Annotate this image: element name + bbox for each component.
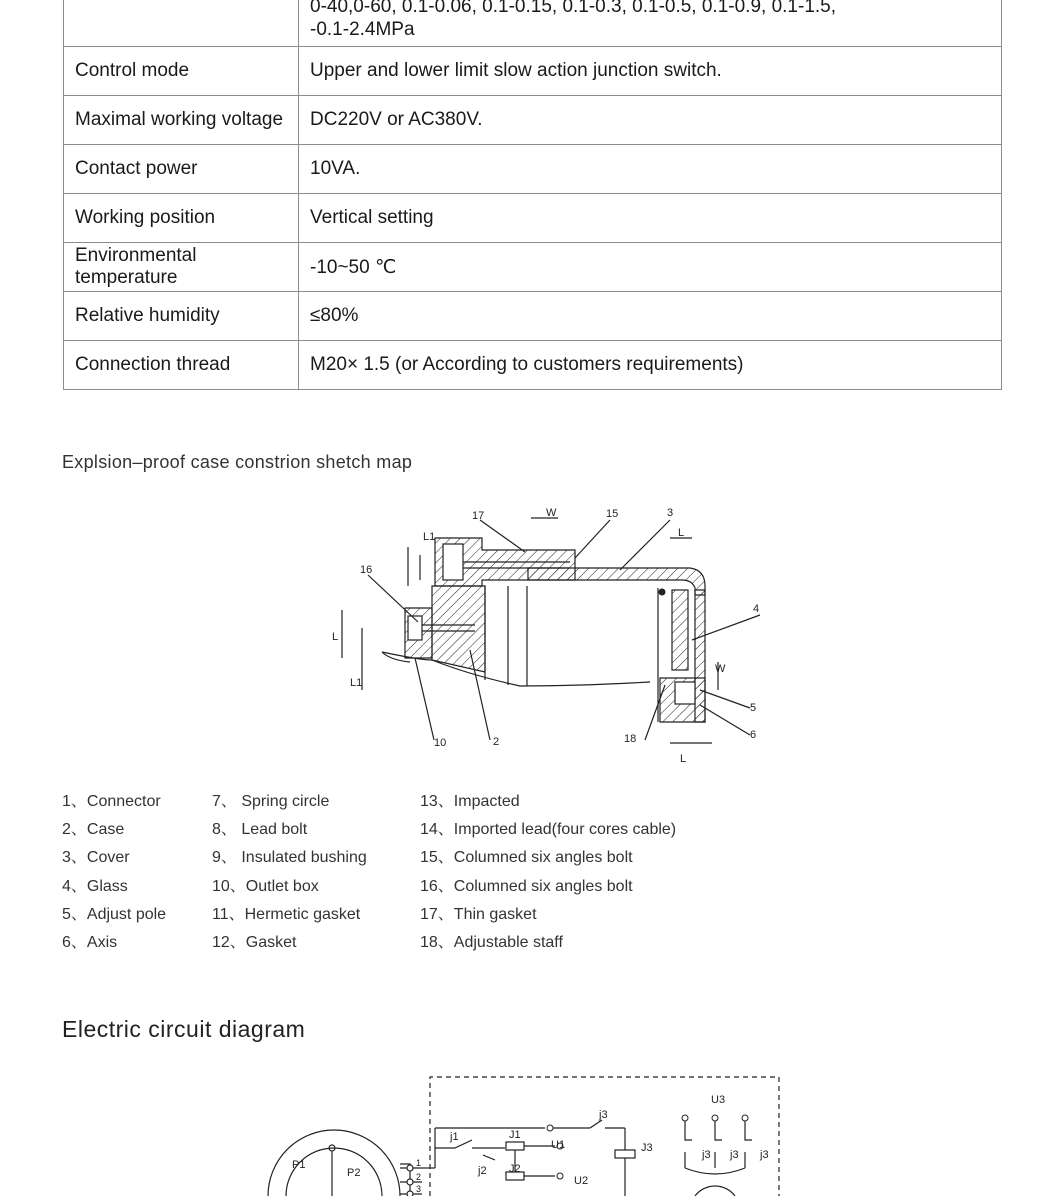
- circuit-label: J1: [509, 1129, 521, 1141]
- list-item: 4、Glass: [62, 877, 128, 895]
- callout-label: 2: [493, 736, 500, 748]
- circuit-label: j3: [702, 1149, 711, 1161]
- spec-table: [63, 0, 1002, 390]
- range-value: -0.1-2.4MPa: [310, 19, 415, 40]
- callout-label: L: [332, 631, 339, 643]
- callout-label: L: [678, 527, 685, 539]
- callout-label: W: [715, 663, 726, 675]
- circuit-label: j3: [599, 1109, 608, 1121]
- electric-circuit-diagram: [250, 1068, 810, 1196]
- table-cell-label: Working position: [64, 194, 299, 243]
- table-cell-value: M20× 1.5 (or According to customers requirements): [299, 341, 1002, 390]
- circuit-label: U1: [551, 1139, 566, 1151]
- list-item: 10、Outlet box: [212, 877, 319, 895]
- callout-label: 4: [753, 603, 760, 615]
- table-cell-label: Connection thread: [64, 341, 299, 390]
- callout-label: 10: [434, 737, 447, 749]
- table-cell-value: DC220V or AC380V.: [299, 96, 1002, 145]
- list-item: 13、Impacted: [420, 793, 520, 810]
- table-cell-value: [299, 0, 1002, 47]
- callout-label: 15: [606, 508, 619, 520]
- callout-label: 3: [667, 507, 674, 519]
- list-item: 9、 Insulated bushing: [212, 849, 367, 867]
- terminal-label: 2: [416, 1172, 422, 1182]
- circuit-label: j1: [450, 1131, 459, 1143]
- list-item: 5、Adjust pole: [62, 905, 167, 923]
- list-item: 7、 Spring circle: [212, 793, 330, 810]
- drawing-title: Explsion–proof case constrion shetch map: [62, 452, 413, 472]
- callout-label: L1: [423, 531, 436, 543]
- list-item: 3、Cover: [62, 849, 130, 867]
- table-cell-value: -10~50 ℃: [299, 243, 1002, 292]
- table-row: [64, 341, 1002, 390]
- callout-label: L1: [350, 677, 363, 689]
- table-cell-label: Control mode: [64, 47, 299, 96]
- circuit-label: j3: [730, 1149, 739, 1161]
- table-cell-value: Vertical setting: [299, 194, 1002, 243]
- callout-label: 6: [750, 729, 757, 741]
- parts-list: [420, 788, 676, 957]
- callout-label: W: [546, 507, 557, 519]
- callout-label: 5: [750, 702, 757, 714]
- circuit-label: P2: [347, 1167, 361, 1179]
- parts-list: [62, 788, 166, 957]
- circuit-label: U2: [574, 1175, 589, 1187]
- circuit-title: Electric circuit diagram: [62, 1016, 306, 1042]
- table-row: [64, 0, 1002, 47]
- list-item: 15、Columned six angles bolt: [420, 849, 633, 867]
- table-row: [64, 194, 1002, 243]
- partial-range-text: 0-40,0-60, 0.1-0.06, 0.1-0.15, 0.1-0.3, 0.1-0.5, 0.1-0.9, 0.1-1.5,: [310, 0, 837, 17]
- callout-label: 18: [624, 733, 637, 745]
- callout-label: L: [680, 753, 687, 765]
- table-cell-label: Maximal working voltage: [64, 96, 299, 145]
- terminal-label: 3: [416, 1184, 422, 1194]
- table-row: [64, 47, 1002, 96]
- table-cell-label: Environmental temperature: [64, 243, 299, 292]
- case-construction-drawing: [320, 500, 780, 775]
- circuit-label: j3: [760, 1149, 769, 1161]
- list-item: 6、Axis: [62, 934, 118, 952]
- list-item: 17、Thin gasket: [420, 905, 537, 923]
- callout-label: 17: [472, 510, 485, 522]
- parts-list: [212, 788, 367, 957]
- circuit-label: P1: [292, 1159, 306, 1171]
- list-item: 16、Columned six angles bolt: [420, 877, 633, 895]
- terminal-label: 1: [416, 1158, 422, 1168]
- list-item: 18、Adjustable staff: [420, 934, 563, 952]
- list-item: 11、Hermetic gasket: [212, 905, 361, 923]
- circuit-label: J3: [641, 1142, 653, 1154]
- table-cell-label: [64, 0, 299, 47]
- table-cell-value: Upper and lower limit slow action junction switch.: [299, 47, 1002, 96]
- table-cell-value: 10VA.: [299, 145, 1002, 194]
- table-cell-label: Contact power: [64, 145, 299, 194]
- circuit-label: j2: [478, 1165, 487, 1177]
- table-row: [64, 96, 1002, 145]
- table-cell-label: Relative humidity: [64, 292, 299, 341]
- list-item: 14、Imported lead(four cores cable): [420, 821, 677, 839]
- list-item: 1、Connector: [62, 793, 161, 810]
- table-row: [64, 145, 1002, 194]
- circuit-label: J2: [509, 1163, 521, 1175]
- table-row: [64, 243, 1002, 292]
- callout-label: 16: [360, 564, 373, 576]
- list-item: 8、 Lead bolt: [212, 821, 308, 839]
- table-cell-value: ≤80%: [299, 292, 1002, 341]
- list-item: 2、Case: [62, 821, 125, 839]
- table-row: [64, 292, 1002, 341]
- circuit-label: U3: [711, 1094, 726, 1106]
- list-item: 12、Gasket: [212, 934, 297, 952]
